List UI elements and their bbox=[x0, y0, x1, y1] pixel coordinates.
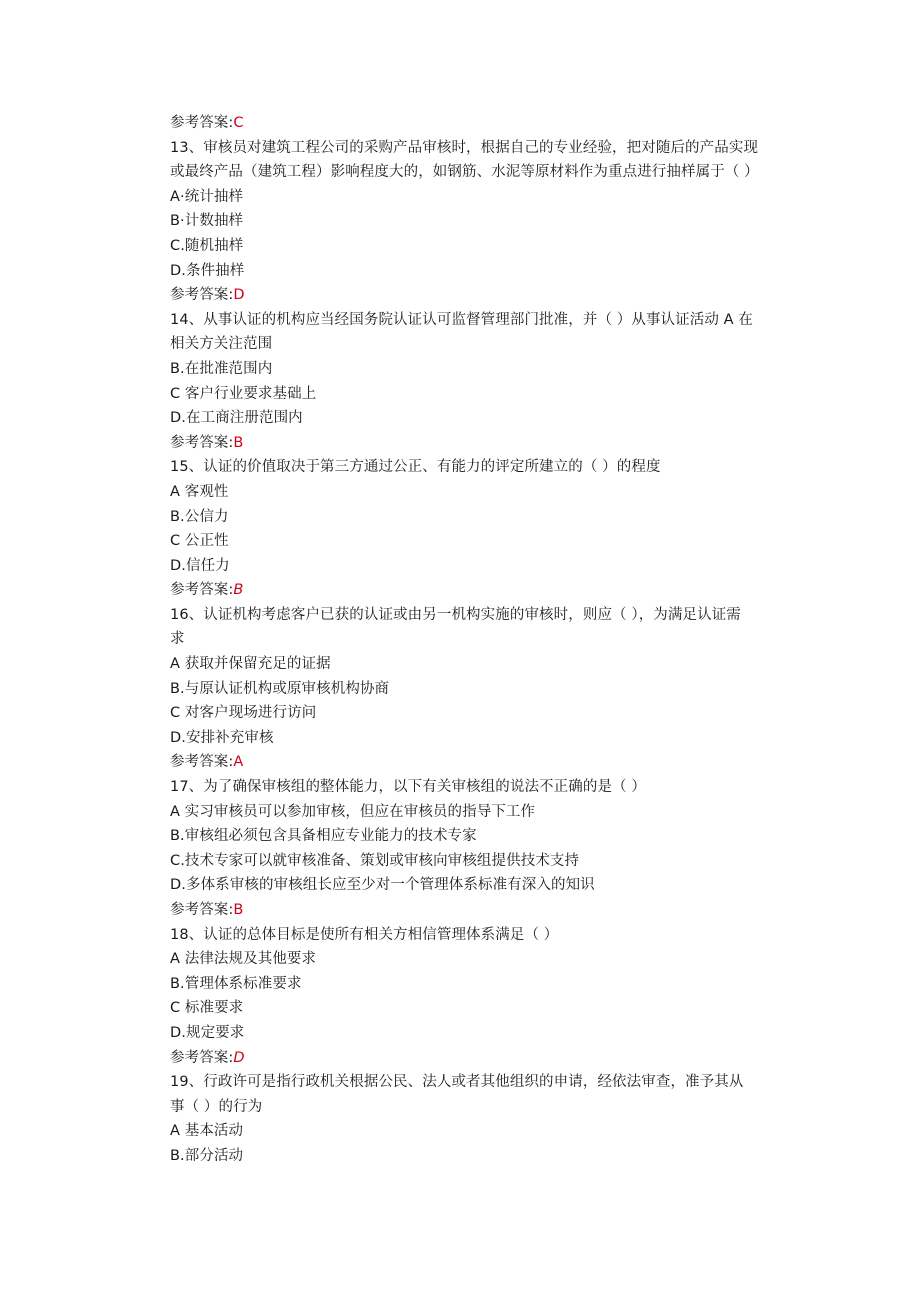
reference-answer bbox=[170, 898, 810, 923]
question-text-line: 18、认证的总体目标是使所有相关方相信管理体系满足（ ） bbox=[170, 926, 559, 943]
answer-separator: : bbox=[228, 115, 234, 131]
answer-option: C 标准要求 bbox=[170, 1000, 244, 1017]
reference-answer bbox=[170, 283, 810, 308]
question-text-line: 15、认证的价值取决于第三方通过公正、有能力的评定所建立的（ ）的程度 bbox=[170, 459, 661, 476]
answer-option: A 客观性 bbox=[170, 483, 229, 500]
answer-option: D.信任力 bbox=[170, 557, 230, 574]
answer-separator: : bbox=[228, 287, 234, 304]
answer-label: 参考答案 bbox=[170, 115, 229, 131]
answer-value: B bbox=[233, 902, 244, 918]
reference-answer bbox=[170, 111, 810, 136]
answer-separator: : bbox=[228, 902, 234, 918]
reference-answer bbox=[170, 578, 810, 603]
answer-option: B.管理体系标准要求 bbox=[170, 975, 302, 992]
question-text-line: 16、认证机构考虑客户已获的认证或由另一机构实施的审核时，则应（ ），为满足认证需 bbox=[170, 606, 741, 623]
answer-separator: : bbox=[228, 582, 234, 599]
question-text-line: 14、从事认证的机构应当经国务院认证认可监督管理部门批准，并（ ）从事认证活动 A 在 bbox=[170, 311, 753, 328]
answer-option: B.在批准范围内 bbox=[170, 360, 273, 377]
answer-option: C 对客户现场进行访问 bbox=[170, 705, 317, 722]
question-text-line: 19、行政许可是指行政机关根据公民、法人或者其他组织的申请，经依法审查，准予其从 bbox=[170, 1074, 744, 1091]
answer-option: A 实习审核员可以参加审核，但应在审核员的指导下工作 bbox=[170, 803, 536, 820]
answer-value: D bbox=[233, 1049, 245, 1066]
question-text-line: 或最终产品（建筑工程）影响程度大的，如钢筋、水泥等原材料作为重点进行抽样属于（ ） bbox=[170, 164, 759, 181]
answer-option: C.技术专家可以就审核准备、策划或审核向审核组提供技术支持 bbox=[170, 852, 580, 869]
answer-option: C 客户行业要求基础上 bbox=[170, 385, 317, 402]
answer-value: C bbox=[233, 115, 244, 131]
answer-option: D.在工商注册范围内 bbox=[170, 410, 303, 427]
answer-value: D bbox=[233, 287, 245, 304]
answer-option: B.部分活动 bbox=[170, 1147, 244, 1164]
answer-option: C 公正性 bbox=[170, 533, 229, 550]
answer-option: C.随机抽样 bbox=[170, 237, 244, 254]
answer-option: B.审核组必须包含具备相应专业能力的技术专家 bbox=[170, 828, 477, 845]
answer-option: A 基本活动 bbox=[170, 1123, 244, 1140]
answer-option: B.公信力 bbox=[170, 508, 229, 525]
answer-value: B bbox=[233, 434, 244, 451]
answer-option: B·计数抽样 bbox=[170, 213, 244, 230]
question-text-line: 13、审核员对建筑工程公司的采购产品审核时，根据自己的专业经验，把对随后的产品实现 bbox=[170, 139, 759, 156]
answer-separator: : bbox=[228, 1049, 234, 1066]
answer-separator: : bbox=[228, 434, 234, 451]
answer-label: 参考答案 bbox=[170, 902, 229, 918]
question-text-line: 17、为了确保审核组的整体能力，以下有关审核组的说法不正确的是（ ） bbox=[170, 779, 646, 796]
answer-option: D.安排补充审核 bbox=[170, 729, 274, 746]
answer-option: A 获取并保留充足的证据 bbox=[170, 656, 331, 673]
reference-answer bbox=[170, 750, 810, 775]
answer-label: 参考答案 bbox=[170, 434, 229, 451]
reference-answer bbox=[170, 1046, 810, 1071]
answer-option: B.与原认证机构或原审核机构协商 bbox=[170, 680, 390, 697]
answer-label: 参考答案 bbox=[170, 582, 229, 599]
answer-label: 参考答案 bbox=[170, 287, 229, 304]
answer-label: 参考答案 bbox=[170, 1049, 229, 1066]
answer-value: A bbox=[233, 754, 244, 771]
answer-option: A 法律法规及其他要求 bbox=[170, 951, 317, 968]
question-text-line: 事（ ）的行为 bbox=[170, 1098, 263, 1115]
answer-value: B bbox=[233, 582, 244, 599]
question-text-line: 相关方关注范围 bbox=[170, 336, 273, 353]
answer-option: D.规定要求 bbox=[170, 1024, 245, 1041]
answer-option: A·统计抽样 bbox=[170, 188, 244, 205]
document-body bbox=[170, 111, 810, 1169]
answer-label: 参考答案 bbox=[170, 754, 229, 771]
question-text-line: 求 bbox=[170, 631, 185, 648]
answer-option: D.多体系审核的审核组长应至少对一个管理体系标准有深入的知识 bbox=[170, 877, 595, 894]
answer-separator: : bbox=[228, 754, 234, 771]
reference-answer bbox=[170, 431, 810, 456]
answer-option: D.条件抽样 bbox=[170, 262, 245, 279]
